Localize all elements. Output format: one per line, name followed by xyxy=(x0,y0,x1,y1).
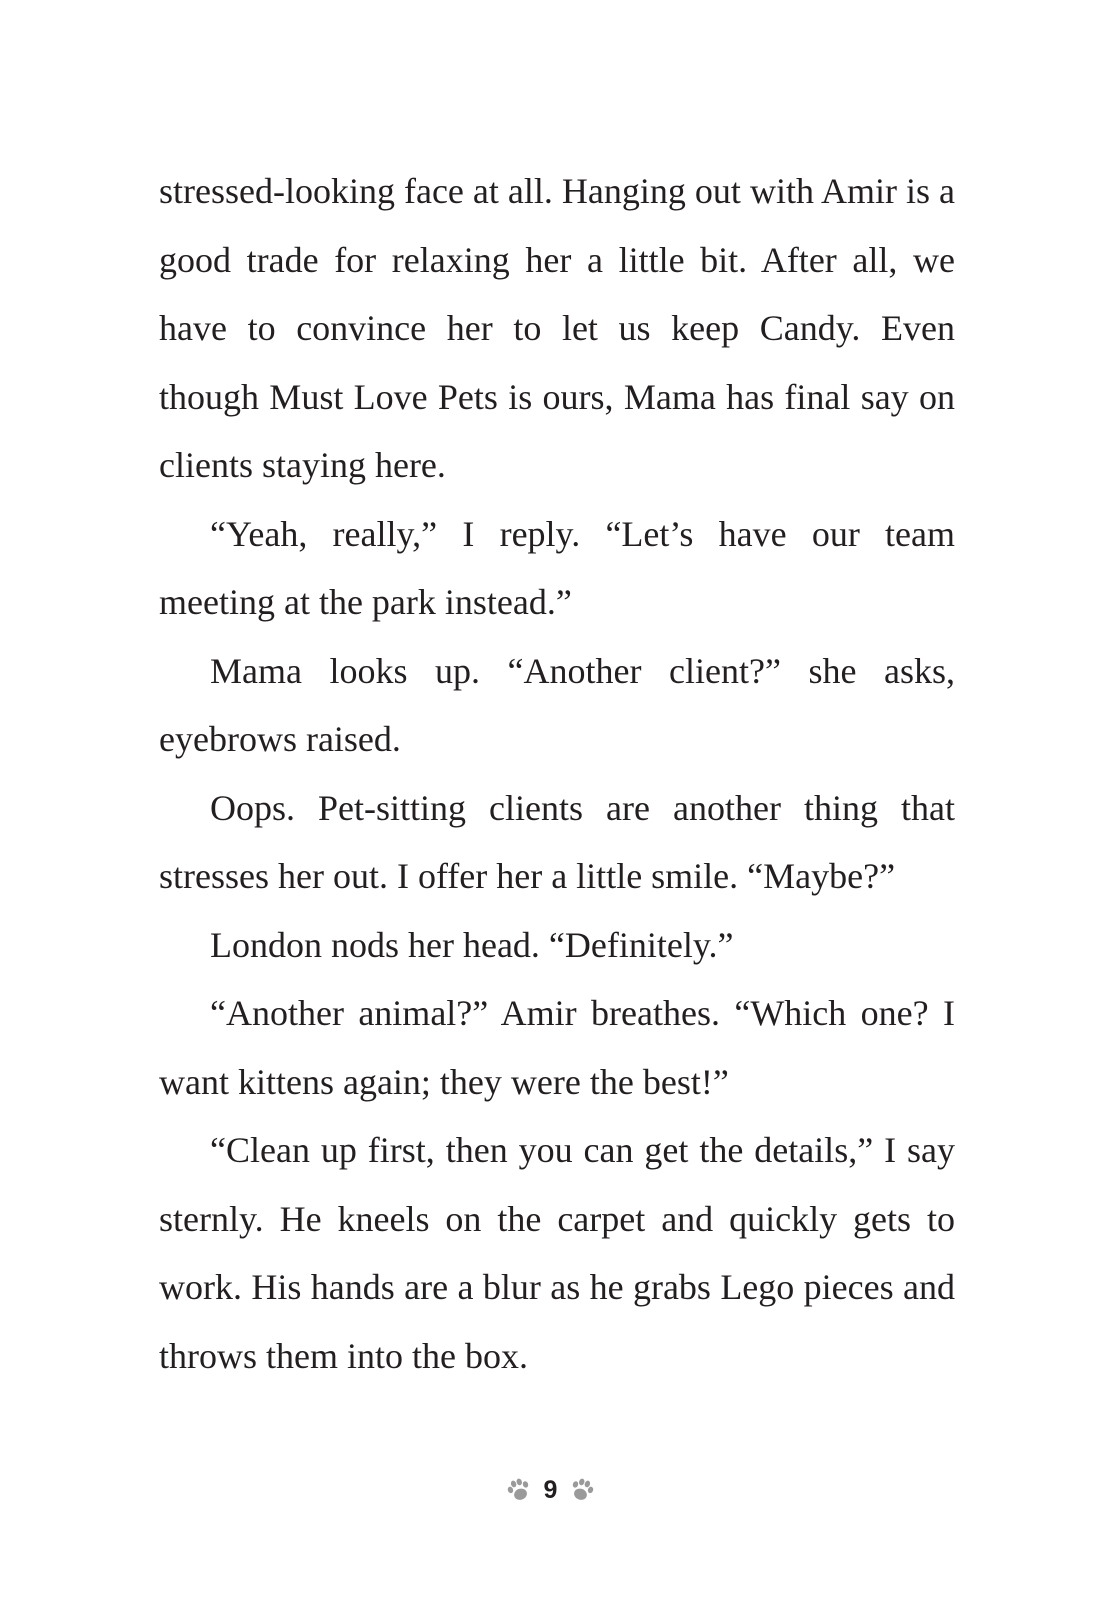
paragraph-2: “Yeah, really,” I reply. “Let’s have our team meeting at the park instead.” xyxy=(159,513,955,622)
paragraph-5: London nods her head. “Definitely.” xyxy=(210,924,734,965)
paragraph-4: Oops. Pet-sitting clients are another thing that stresses her out. I offer her a little smile. “Maybe?” xyxy=(159,787,955,896)
paragraph-1: stressed-looking face at all. Hanging out with Amir is a good trade for relaxing her a little bit. After all, we have to convince her to let us keep Candy. Even though Must Love Pets is ours, Mama has final say on clients staying here. xyxy=(159,171,955,485)
paw-print-icon xyxy=(504,1475,534,1505)
paragraph-6: “Another animal?” Amir breathes. “Which one? I want kittens again; they were the best!” xyxy=(159,993,955,1102)
page-number: 9 xyxy=(543,1476,558,1504)
body-text xyxy=(159,157,955,1390)
paw-print-icon xyxy=(567,1475,597,1505)
paragraph-3: Mama looks up. “Another client?” she asks, eyebrows raised. xyxy=(159,650,955,759)
page-footer xyxy=(0,1468,1101,1512)
paragraph-7: “Clean up first, then you can get the details,” I say sternly. He kneels on the carpet and quickly gets to work. His hands are a blur as he grabs Lego pieces and throws them into the box. xyxy=(159,1130,955,1376)
